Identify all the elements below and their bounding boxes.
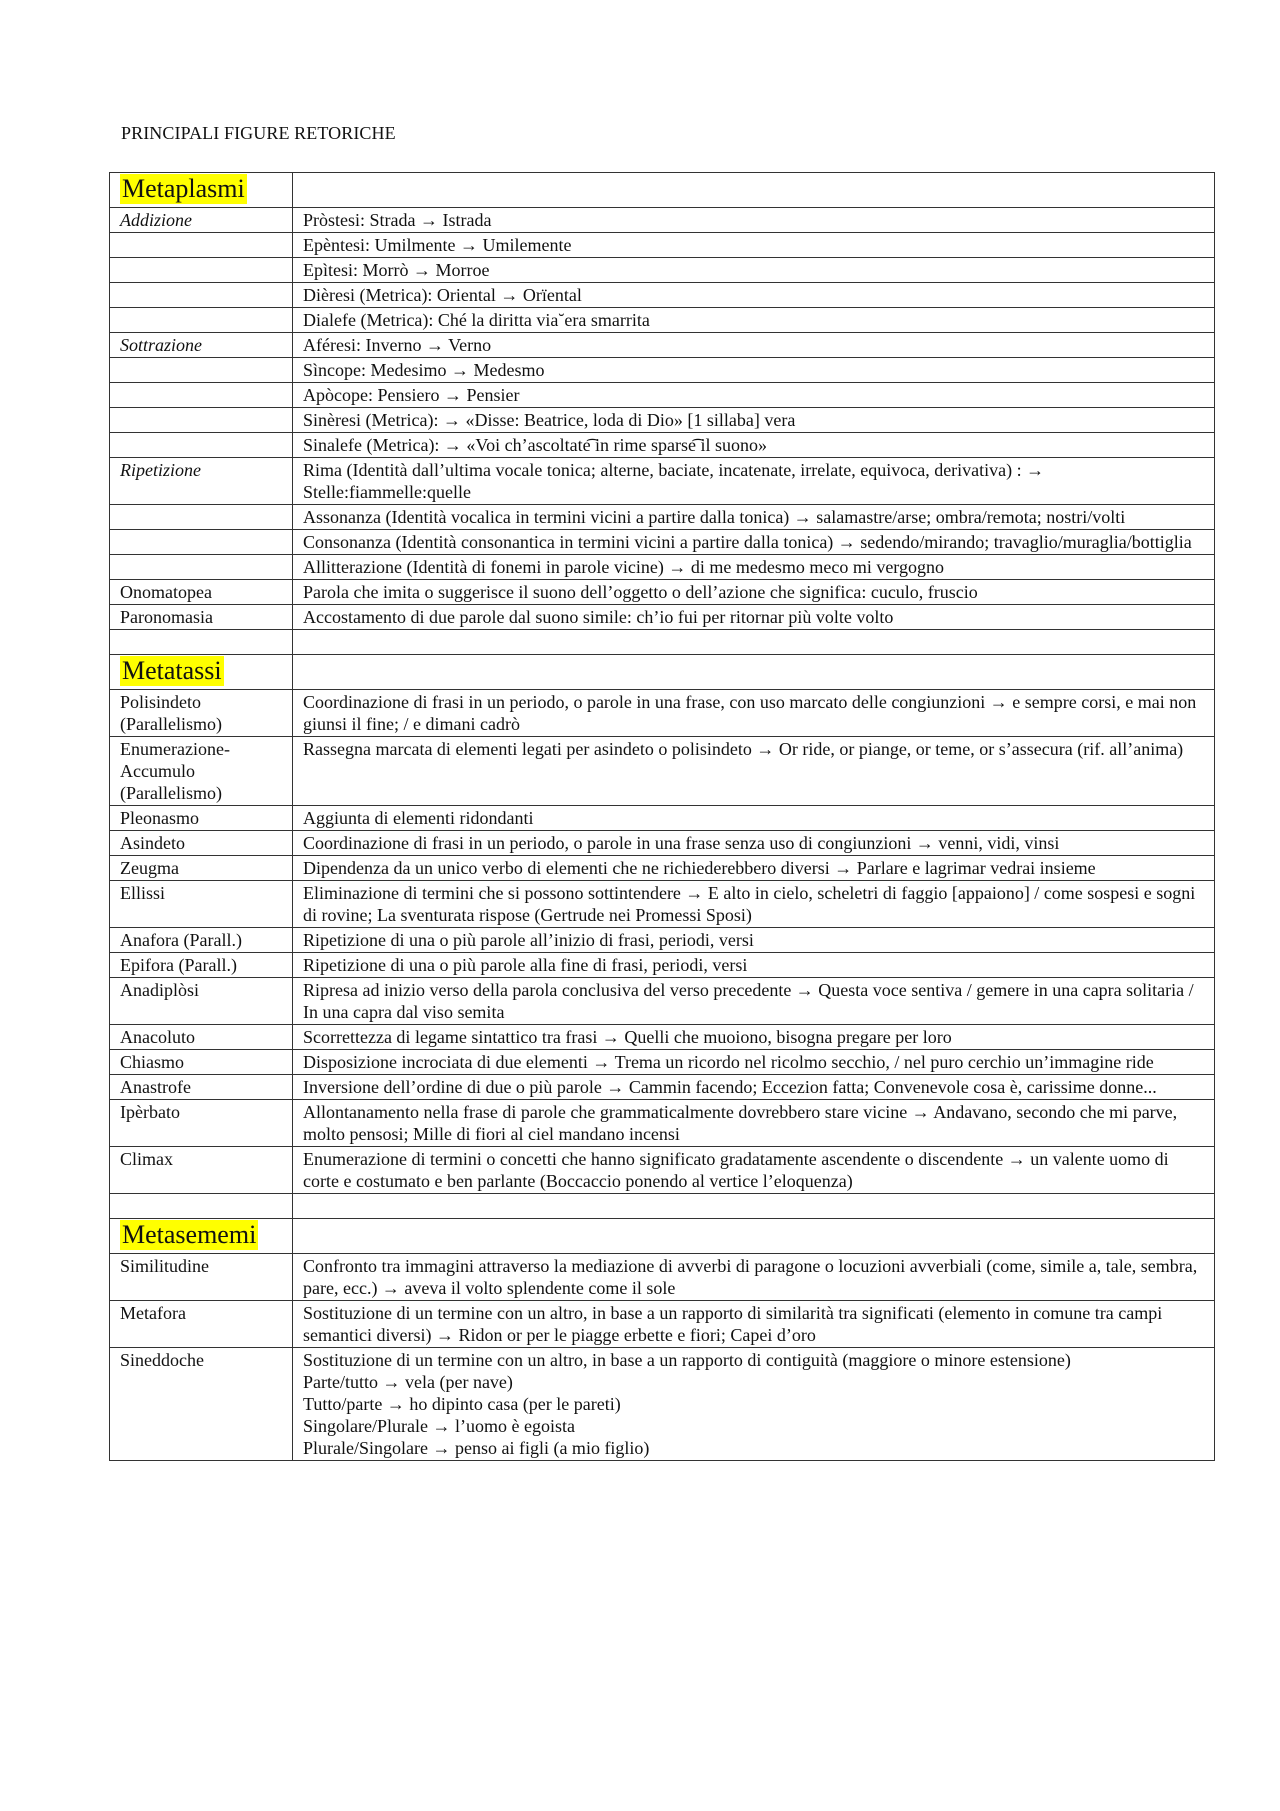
sineddoche-line: Tutto/parte → ho dipinto casa (per le pareti) [303, 1394, 621, 1414]
category-cell [110, 383, 293, 408]
table-row [110, 1254, 1215, 1301]
table-row [110, 690, 1215, 737]
table-row [110, 555, 1215, 580]
category-cell: Epifora (Parall.) [110, 953, 293, 978]
table-row [110, 383, 1215, 408]
definition-cell: Rassegna marcata di elementi legati per asindeto o polisindeto → Or ride, or piange, or teme, or s’assecura (rif. all’anima) [293, 737, 1215, 806]
category-cell: Anafora (Parall.) [110, 928, 293, 953]
section-header-row [110, 655, 1215, 690]
section-heading-metasememi: Metasememi [122, 1220, 257, 1249]
table-row [110, 1348, 1215, 1461]
category-cell: Zeugma [110, 856, 293, 881]
definition-cell: Eliminazione di termini che si possono sottintendere → E alto in cielo, scheletri di faggio [appaiono] / come sospesi e sogni di rovine; La sventurata rispose (Gertrude nei Promessi Sposi) [293, 881, 1215, 928]
category-cell: Ellissi [110, 881, 293, 928]
definition-cell: Pròstesi: Strada → Istrada [293, 208, 1215, 233]
table-row [110, 208, 1215, 233]
table-row [110, 806, 1215, 831]
definition-cell: Epìtesi: Morrò → Morroe [293, 258, 1215, 283]
table-row [110, 605, 1215, 630]
category-cell [110, 308, 293, 333]
definition-cell: Confronto tra immagini attraverso la mediazione di avverbi di paragone o locuzioni avverbiali (come, simile a, tale, sembra, pare, ecc.) → aveva il volto splendente come il sole [293, 1254, 1215, 1301]
category-cell [110, 505, 293, 530]
category-cell: Ipèrbato [110, 1100, 293, 1147]
category-cell: Onomatopea [110, 580, 293, 605]
table-row [110, 408, 1215, 433]
definition-cell: Disposizione incrociata di due elementi → Trema un ricordo nel ricolmo secchio, / nel puro cerchio un’immagine ride [293, 1050, 1215, 1075]
table-row [110, 258, 1215, 283]
table-row [110, 737, 1215, 806]
definition-cell: Allitterazione (Identità di fonemi in parole vicine) → di me medesmo meco mi vergogno [293, 555, 1215, 580]
section-header-row [110, 1219, 1215, 1254]
sineddoche-line: Singolare/Plurale → l’uomo è egoista [303, 1416, 575, 1436]
rhetorical-figures-table [109, 172, 1215, 1461]
table-row [110, 580, 1215, 605]
definition-cell: Dièresi (Metrica): Oriental → Orïental [293, 283, 1215, 308]
category-cell: Sineddoche [110, 1348, 293, 1461]
definition-cell: Assonanza (Identità vocalica in termini vicini a partire dalla tonica) → salamastre/arse; ombra/remota; nostri/volti [293, 505, 1215, 530]
definition-cell: Ripetizione di una o più parole all’inizio di frasi, periodi, versi [293, 928, 1215, 953]
definition-cell: Ripetizione di una o più parole alla fine di frasi, periodi, versi [293, 953, 1215, 978]
definition-cell: Coordinazione di frasi in un periodo, o parole in una frase, con uso marcato delle congiunzioni → e sempre corsi, e mai non giunsi il fine; / e dimani cadrò [293, 690, 1215, 737]
definition-cell: Dialefe (Metrica): Ché la diritta via˘era smarrita [293, 308, 1215, 333]
section-heading-metaplasmi: Metaplasmi [122, 174, 245, 203]
definition-cell: Aggiunta di elementi ridondanti [293, 806, 1215, 831]
table-row [110, 458, 1215, 505]
table-row [110, 1025, 1215, 1050]
section-header-row [110, 173, 1215, 208]
table-row [110, 978, 1215, 1025]
definition-cell: Apòcope: Pensiero → Pensier [293, 383, 1215, 408]
table-row [110, 530, 1215, 555]
definition-cell: Sìncope: Medesimo → Medesmo [293, 358, 1215, 383]
table-row [110, 505, 1215, 530]
definition-cell: Inversione dell’ordine di due o più parole → Cammin facendo; Eccezion fatta; Convenevole cosa è, carissime donne... [293, 1075, 1215, 1100]
definition-cell: Rima (Identità dall’ultima vocale tonica; alterne, baciate, incatenate, irrelate, equivoca, derivativa) : → Stelle:fiammelle:quelle [293, 458, 1215, 505]
definition-cell: Allontanamento nella frase di parole che grammaticalmente dovrebbero stare vicine → Andavano, secondo che mi parve, molto pensosi; Mille di fiori al ciel mandano incensi [293, 1100, 1215, 1147]
definition-cell: Sinèresi (Metrica): → «Disse: Beatrice, loda di Dio» [1 sillaba] vera [293, 408, 1215, 433]
definition-cell: Dipendenza da un unico verbo di elementi che ne richiederebbero diversi → Parlare e lagrimar vedrai insieme [293, 856, 1215, 881]
category-cell: Anastrofe [110, 1075, 293, 1100]
category-cell: Anadiplòsi [110, 978, 293, 1025]
table-row [110, 1050, 1215, 1075]
table-row [110, 928, 1215, 953]
table-row [110, 881, 1215, 928]
spacer-row [110, 630, 1215, 655]
table-row [110, 1147, 1215, 1194]
table-row [110, 283, 1215, 308]
definition-cell: Enumerazione di termini o concetti che hanno significato gradatamente ascendente o discendente → un valente uomo di corte e costumato e ben parlante (Boccaccio ponendo al vertice l’eloquenza) [293, 1147, 1215, 1194]
definition-cell: Accostamento di due parole dal suono simile: ch’io fui per ritornar più volte volto [293, 605, 1215, 630]
definition-cell: Sinalefe (Metrica): → «Voi ch’ascoltate͡ in rime sparse͡ il suono» [293, 433, 1215, 458]
category-cell [110, 433, 293, 458]
category-cell [110, 555, 293, 580]
category-cell [110, 233, 293, 258]
category-cell: Climax [110, 1147, 293, 1194]
category-cell: Polisindeto (Parallelismo) [110, 690, 293, 737]
category-cell [110, 258, 293, 283]
category-cell: Metafora [110, 1301, 293, 1348]
category-cell: Asindeto [110, 831, 293, 856]
table-row [110, 308, 1215, 333]
definition-cell: Aféresi: Inverno → Verno [293, 333, 1215, 358]
table-row [110, 358, 1215, 383]
category-cell: Enumerazione-Accumulo (Parallelismo) [110, 737, 293, 806]
document-title: PRINCIPALI FIGURE RETORICHE [121, 123, 396, 143]
category-cell: Ripetizione [110, 458, 293, 505]
sineddoche-line: Sostituzione di un termine con un altro, in base a un rapporto di contiguità (maggiore o minore estensione) [303, 1350, 1071, 1370]
definition-cell: Parola che imita o suggerisce il suono dell’oggetto o dell’azione che significa: cuculo, fruscio [293, 580, 1215, 605]
section-heading-metatassi: Metatassi [122, 656, 222, 685]
spacer-row [110, 1194, 1215, 1219]
definition-cell: Coordinazione di frasi in un periodo, o parole in una frase senza uso di congiunzioni → venni, vidi, vinsi [293, 831, 1215, 856]
category-cell: Similitudine [110, 1254, 293, 1301]
category-cell: Paronomasia [110, 605, 293, 630]
category-cell [110, 530, 293, 555]
sineddoche-line: Plurale/Singolare → penso ai figli (a mio figlio) [303, 1438, 650, 1458]
table-row [110, 831, 1215, 856]
table-row [110, 1301, 1215, 1348]
table-row [110, 433, 1215, 458]
category-cell [110, 408, 293, 433]
definition-cell: Sostituzione di un termine con un altro, in base a un rapporto di similarità tra significati (elemento in comune tra campi semantici diversi) → Ridon or per le piagge erbette e fiori; Capei d’oro [293, 1301, 1215, 1348]
table-row [110, 1100, 1215, 1147]
table-row [110, 856, 1215, 881]
category-cell: Addizione [110, 208, 293, 233]
sineddoche-line: Parte/tutto → vela (per nave) [303, 1372, 513, 1392]
category-cell: Chiasmo [110, 1050, 293, 1075]
definition-cell: Ripresa ad inizio verso della parola conclusiva del verso precedente → Questa voce sentiva / gemere in una capra solitaria / In una capra dal viso semita [293, 978, 1215, 1025]
table-row [110, 233, 1215, 258]
category-cell: Pleonasmo [110, 806, 293, 831]
category-cell: Anacoluto [110, 1025, 293, 1050]
category-cell [110, 358, 293, 383]
table-row [110, 1075, 1215, 1100]
table-row [110, 333, 1215, 358]
definition-cell [293, 1348, 1215, 1461]
definition-cell: Consonanza (Identità consonantica in termini vicini a partire dalla tonica) → sedendo/mirando; travaglio/muraglia/bottiglia [293, 530, 1215, 555]
definition-cell: Epèntesi: Umilmente → Umilemente [293, 233, 1215, 258]
category-cell: Sottrazione [110, 333, 293, 358]
definition-cell: Scorrettezza di legame sintattico tra frasi → Quelli che muoiono, bisogna pregare per loro [293, 1025, 1215, 1050]
category-cell [110, 283, 293, 308]
table-row [110, 953, 1215, 978]
